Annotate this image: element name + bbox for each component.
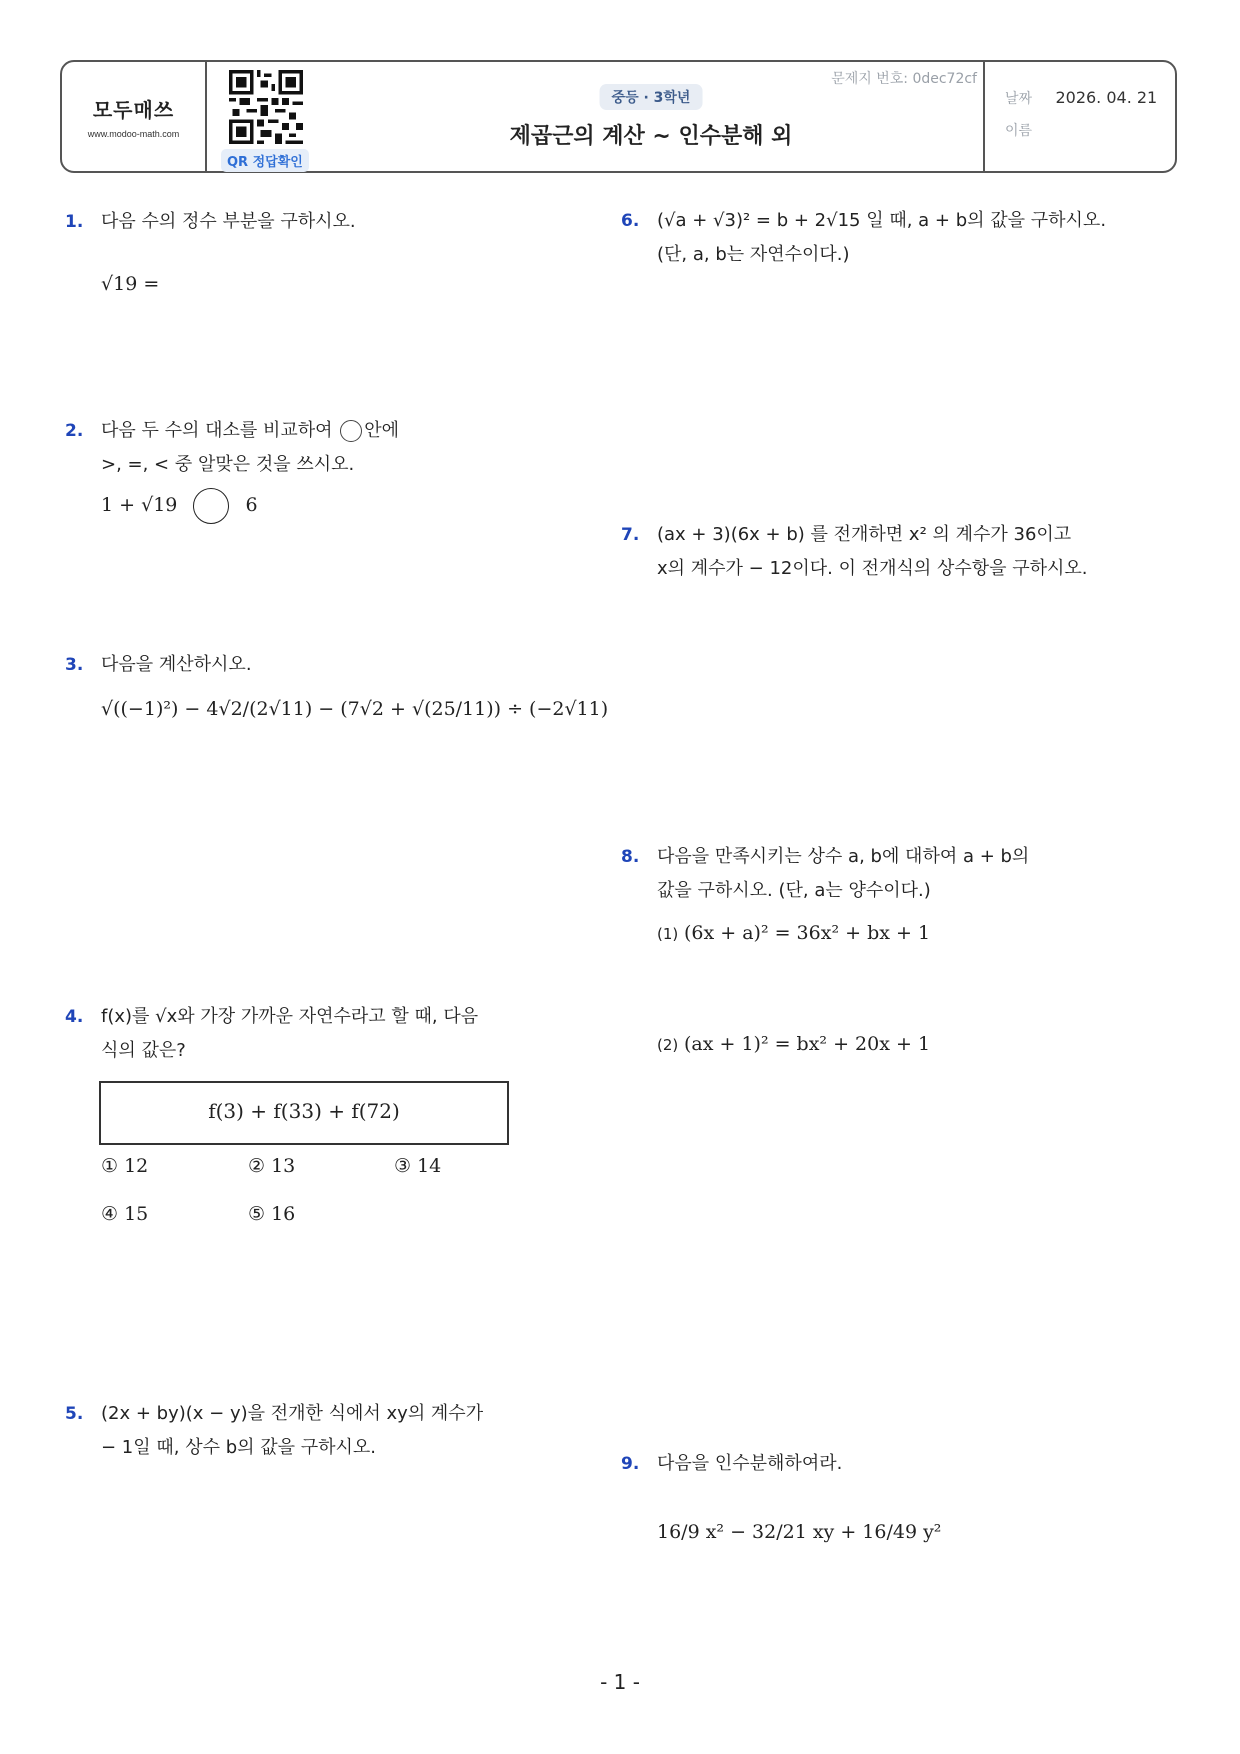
page-number: - 1 - bbox=[600, 1670, 640, 1694]
problem-number: 5. bbox=[65, 1404, 84, 1424]
choice-5[interactable]: ⑤ 16 bbox=[248, 1203, 296, 1225]
choice-2[interactable]: ② 13 bbox=[248, 1155, 296, 1177]
expression-left: 1 + √19 bbox=[101, 494, 178, 516]
problem-number: 7. bbox=[621, 525, 640, 545]
choice-4[interactable]: ④ 15 bbox=[101, 1203, 149, 1225]
choice-3[interactable]: ③ 14 bbox=[394, 1155, 442, 1177]
logo-name: 모두매쓰 bbox=[92, 98, 175, 122]
problem-text-line-1: f(x)를 √x와 가장 가까운 자연수라고 할 때, 다음 bbox=[101, 1006, 479, 1027]
problem-9 bbox=[621, 1447, 1117, 1549]
problem-expression: 16/9 x² − 32/21 xy + 16/49 y² bbox=[657, 1521, 942, 1543]
problem-text-line-1: (√a + √3)² = b + 2√15 일 때, a + b의 값을 구하시오. bbox=[657, 210, 1107, 231]
problem-8 bbox=[621, 840, 1117, 1062]
problem-number: 4. bbox=[65, 1007, 84, 1027]
problem-text-line-1: (ax + 3)(6x + b) 를 전개하면 x² 의 계수가 36이고 bbox=[657, 524, 1072, 545]
problem-text-line-1: (2x + by)(x − y)을 전개한 식에서 xy의 계수가 bbox=[101, 1403, 484, 1424]
name-label: 이름 bbox=[1005, 123, 1033, 139]
problem-number: 3. bbox=[65, 655, 84, 675]
sub-expression: (ax + 1)² = bx² + 20x + 1 bbox=[683, 1033, 931, 1055]
problem-text: 다음을 계산하시오. bbox=[101, 654, 252, 675]
grade-badge: 중등 · 3학년 bbox=[600, 84, 703, 110]
date-value: 2026. 04. 21 bbox=[1055, 88, 1158, 107]
problem-text-line-1: 다음을 만족시키는 상수 a, b에 대하여 a + b의 bbox=[657, 846, 1030, 867]
problem-text: 다음 수의 정수 부분을 구하시오. bbox=[101, 211, 356, 232]
problem-text-line-2: 값을 구하시오. (단, a는 양수이다.) bbox=[657, 880, 931, 901]
problem-4 bbox=[65, 1000, 521, 1068]
problem-number: 2. bbox=[65, 421, 84, 441]
problem-text-line-2: 식의 값은? bbox=[101, 1040, 186, 1061]
problem-number: 9. bbox=[621, 1454, 640, 1474]
logo-block bbox=[62, 62, 207, 171]
problem-number: 8. bbox=[621, 847, 640, 867]
sub-problem-2 bbox=[657, 1027, 1117, 1062]
circle-blank-icon bbox=[340, 420, 362, 442]
title-block bbox=[319, 62, 985, 171]
logo-url[interactable]: www.modoo-math.com bbox=[87, 129, 180, 139]
expression-right: 6 bbox=[245, 494, 258, 516]
problem-2 bbox=[65, 414, 541, 524]
qr-code-icon[interactable] bbox=[229, 70, 303, 144]
sub-problem-1 bbox=[657, 916, 1117, 951]
sub-label: (1) bbox=[657, 925, 679, 943]
problem-expression: √((−1)²) − 4√2/(2√11) − (7√2 + √(25/11)) ÷ (−2√11) bbox=[101, 698, 609, 720]
problem-expression: √19 = bbox=[101, 273, 160, 295]
sheet-number: 문제지 번호: 0dec72cf bbox=[831, 71, 977, 87]
sub-expression: (6x + a)² = 36x² + bx + 1 bbox=[683, 922, 931, 944]
problem-5 bbox=[65, 1397, 541, 1465]
name-row bbox=[1005, 120, 1051, 140]
comparison-expression bbox=[101, 488, 541, 524]
choice-1[interactable]: ① 12 bbox=[101, 1155, 149, 1177]
problem-text-line-2: >, =, < 중 알맞은 것을 쓰시오. bbox=[101, 454, 355, 475]
qr-answer-check-badge[interactable]: QR 정답확인 bbox=[221, 149, 309, 172]
problem-6 bbox=[621, 204, 1117, 272]
problem-text-line-1: 다음 두 수의 대소를 비교하여 안에 bbox=[101, 420, 400, 441]
problem-1 bbox=[65, 205, 541, 301]
problem-number: 6. bbox=[621, 211, 640, 231]
date-row bbox=[1005, 88, 1157, 108]
problem-3 bbox=[65, 648, 609, 726]
problem-text-line-2: − 1일 때, 상수 b의 값을 구하시오. bbox=[101, 1437, 377, 1458]
problem-7 bbox=[621, 518, 1117, 586]
worksheet-header bbox=[60, 60, 1177, 173]
problem-text: 다음을 인수분해하여라. bbox=[657, 1453, 843, 1474]
problem-text-line-2: (단, a, b는 자연수이다.) bbox=[657, 244, 850, 265]
sub-label: (2) bbox=[657, 1036, 679, 1054]
worksheet-title: 제곱근의 계산 ~ 인수분해 외 bbox=[509, 124, 793, 149]
expression-box: f(3) + f(33) + f(72) bbox=[99, 1081, 509, 1145]
problem-number: 1. bbox=[65, 212, 84, 232]
answer-circle[interactable] bbox=[193, 488, 229, 524]
meta-block bbox=[985, 62, 1175, 171]
date-label: 날짜 bbox=[1005, 91, 1033, 107]
problem-text-line-2: x의 계수가 − 12이다. 이 전개식의 상수항을 구하시오. bbox=[657, 558, 1088, 579]
qr-block bbox=[207, 62, 319, 171]
